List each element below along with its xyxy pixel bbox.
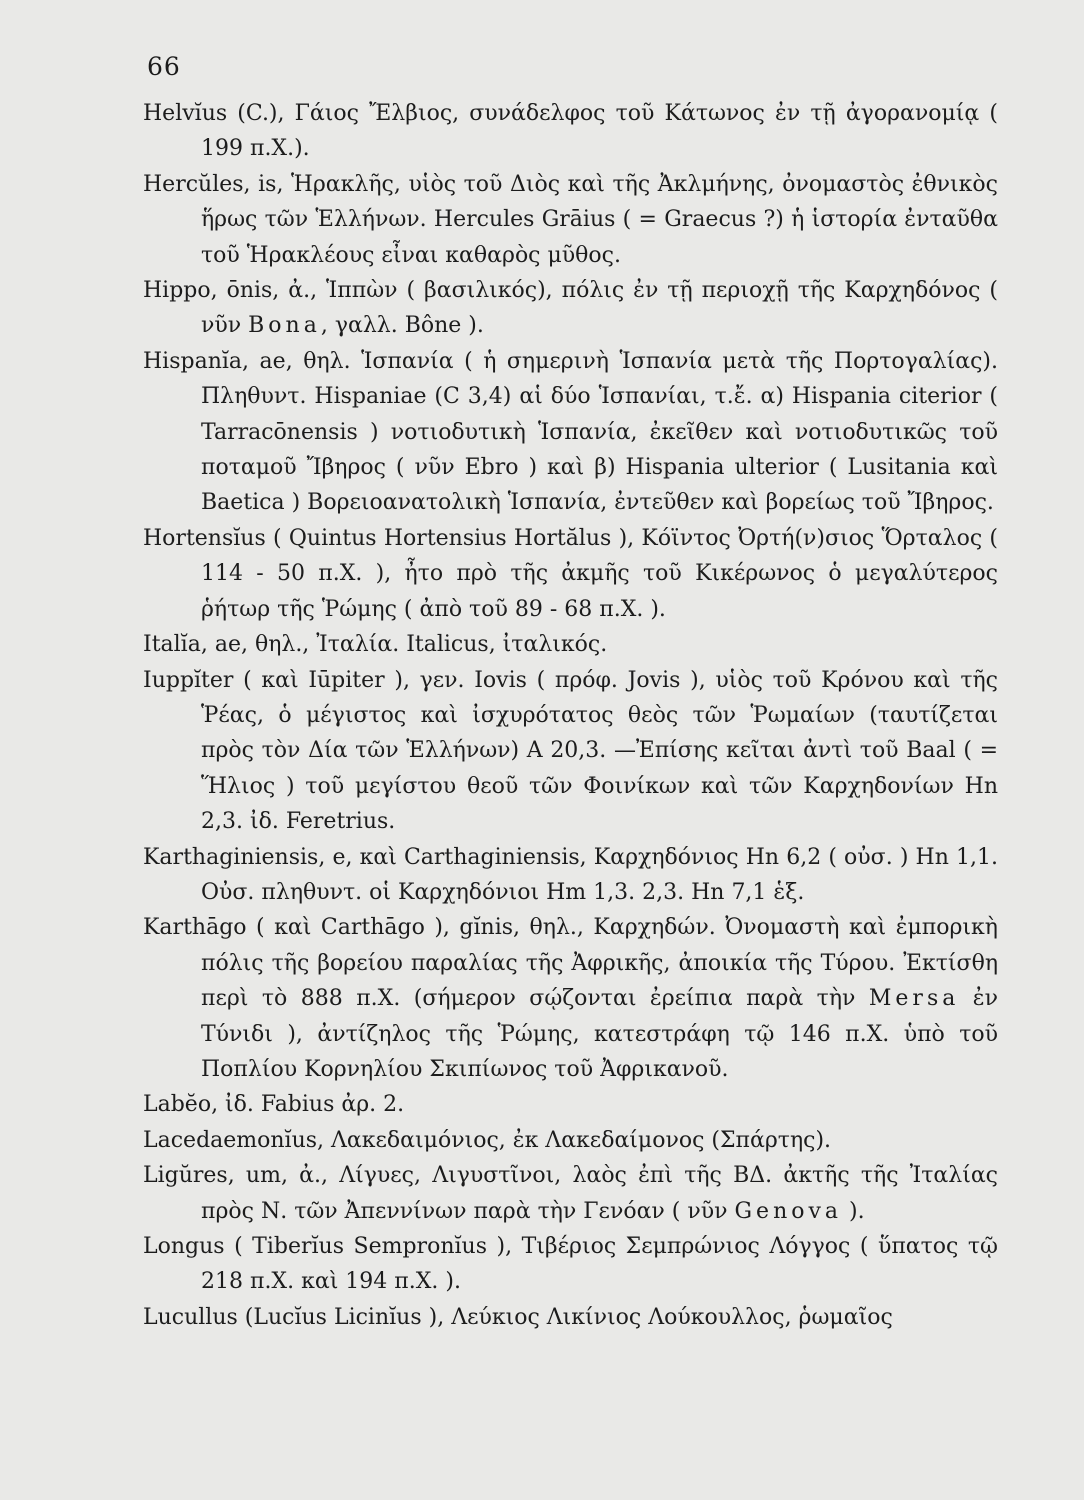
entry-ligures-spaced: Genova bbox=[734, 1198, 843, 1224]
entry-karthago-text-a: Karthāgo ( καὶ Carthāgo ), gĭnis, θηλ., Καρχηδών. Ὀνομαστὴ καὶ ἐμπορικὴ πόλις τῆς βορείου παραλίας τῆς Ἀφρικῆς, ἀποικία τῆς Τύρου. Ἐκτίσθη περὶ τὸ 888 π.Χ. (σήμερον σῴζονται ἐρείπια παρὰ τὴν bbox=[143, 915, 998, 1012]
page-number: 66 bbox=[147, 52, 181, 81]
entry-hercules: Hercŭles, is, Ἡρακλῆς, υἱὸς τοῦ Διὸς καὶ τῆς Ἀκλμήνης, ὀνομαστὸς ἐθνικὸς ἥρως τῶν Ἑλλήνων. Hercules Grāius ( = Graecus ?) ἡ ἱστορία ἐνταῦθα τοῦ Ἡρακλέους εἶναι καθαρὸς μῦθος. bbox=[143, 171, 998, 268]
entry-longus: Longus ( Tiberĭus Sempronĭus ), Τιβέριος Σεμπρώνιος Λόγγος ( ὕπατος τῷ 218 π.Χ. καὶ 194 π.Χ. ). bbox=[143, 1234, 998, 1295]
entry-karthago-text-b: ἐν Τύνιδι ), ἀντίζηλος τῆς Ῥώμης, κατεστράφη τῷ 146 π.Χ. ὑπὸ τοῦ Ποπλίου Κορνηλίου Σκιπίωνος τοῦ Ἀφρικανοῦ. bbox=[201, 986, 998, 1082]
entry-hippo-text-a: Hippo, ōnis, ἀ., Ἱππὼν ( βασιλικός), πόλις ἐν τῇ περιοχῇ τῆς Καρχηδόνος ( νῦν bbox=[143, 278, 998, 339]
entry-karthago bbox=[143, 910, 998, 1087]
entry-hortensius: Hortensĭus ( Quintus Hortensius Hortălus ), Κόϊντος Ὀρτή(ν)σιος Ὅρταλος ( 114 - 50 π.Χ. ), ἦτο πρὸ τῆς ἀκμῆς τοῦ Κικέρωνος ὁ μεγαλύτερος ῥήτωρ τῆς Ῥώμης ( ἀπὸ τοῦ 89 - 68 π.Χ. ). bbox=[143, 525, 998, 622]
entry-lacedaemonius: Lacedaemonĭus, Λακεδαιμόνιος, ἐκ Λακεδαίμονος (Σπάρτης). bbox=[143, 1127, 832, 1153]
entry-hippo-text-b: , γαλλ. Bône ). bbox=[320, 313, 484, 339]
dictionary-entries bbox=[143, 96, 998, 1335]
entry-karthaginiensis: Karthaginiensis, e, καὶ Carthaginiensis, Καρχηδόνιος Hn 6,2 ( οὐσ. ) Hn 1,1. Οὐσ. πληθυντ. οἱ Καρχηδόνιοι Hm 1,3. 2,3. Hn 7,1 ἑξ. bbox=[143, 844, 998, 905]
entry-ligures bbox=[143, 1158, 998, 1229]
entry-lucullus: Lucullus (Lucĭus Licinĭus ), Λεύκιος Λικίνιος Λούκουλλος, ῥωμαῖος bbox=[143, 1304, 893, 1330]
entry-ligures-text-a: Ligŭres, um, ἀ., Λίγυες, Λιγυστῖνοι, λαὸς ἐπὶ τῆς ΒΔ. ἀκτῆς τῆς Ἰταλίας πρὸς Ν. τῶν Ἀπεννίνων παρὰ τὴν Γενόαν ( νῦν bbox=[143, 1163, 998, 1224]
entry-labeo: Labĕo, ἰδ. Fabius ἀρ. 2. bbox=[143, 1092, 405, 1118]
entry-ligures-text-b: ). bbox=[842, 1198, 865, 1224]
entry-hippo-spaced: Bona bbox=[248, 313, 321, 339]
entry-hispania: Hispanĭa, ae, θηλ. Ἱσπανία ( ἡ σημερινὴ Ἱσπανία μετὰ τῆς Πορτογαλίας). Πληθυντ. Hispaniae (C 3,4) αἱ δύο Ἱσπανίαι, τ.ἔ. α) Hispania citerior ( Tarracōnensis ) νοτιοδυτικὴ Ἱσπανία, ἐκεῖθεν καὶ νοτιοδυτικῶς τοῦ ποταμοῦ Ἴβηρος ( νῦν Ebro ) καὶ β) Hispania ulterior ( Lusitania καὶ Baetica ) Βορειοανατολικὴ Ἱσπανία, ἐντεῦθεν καὶ βορείως τοῦ Ἴβηρος. bbox=[143, 348, 998, 516]
entry-hippo bbox=[143, 273, 998, 344]
entry-karthago-spaced: Mersa bbox=[868, 986, 960, 1012]
entry-helvius: Helvĭus (C.), Γάιος Ἔλβιος, συνάδελφος τοῦ Κάτωνος ἐν τῇ ἀγορανομίᾳ ( 199 π.Χ.). bbox=[143, 101, 998, 162]
entry-italia: Italĭa, ae, θηλ., Ἰταλία. Italicus, ἰταλικός. bbox=[143, 632, 608, 658]
entry-iuppiter: Iuppĭter ( καὶ Iūpiter ), γεν. Iovis ( πρόφ. Jovis ), υἱὸς τοῦ Κρόνου καὶ τῆς Ῥέας, ὁ μέγιστος καὶ ἰσχυρότατος θεὸς τῶν Ῥωμαίων (ταυτίζεται πρὸς τὸν Δία τῶν Ἑλλήνων) A 20,3. —Ἐπίσης κεῖται ἀντὶ τοῦ Baal ( = Ἥλιος ) τοῦ μεγίστου θεοῦ τῶν Φοινίκων καὶ τῶν Καρχηδονίων Hn 2,3. ἰδ. Feretrius. bbox=[143, 667, 998, 835]
